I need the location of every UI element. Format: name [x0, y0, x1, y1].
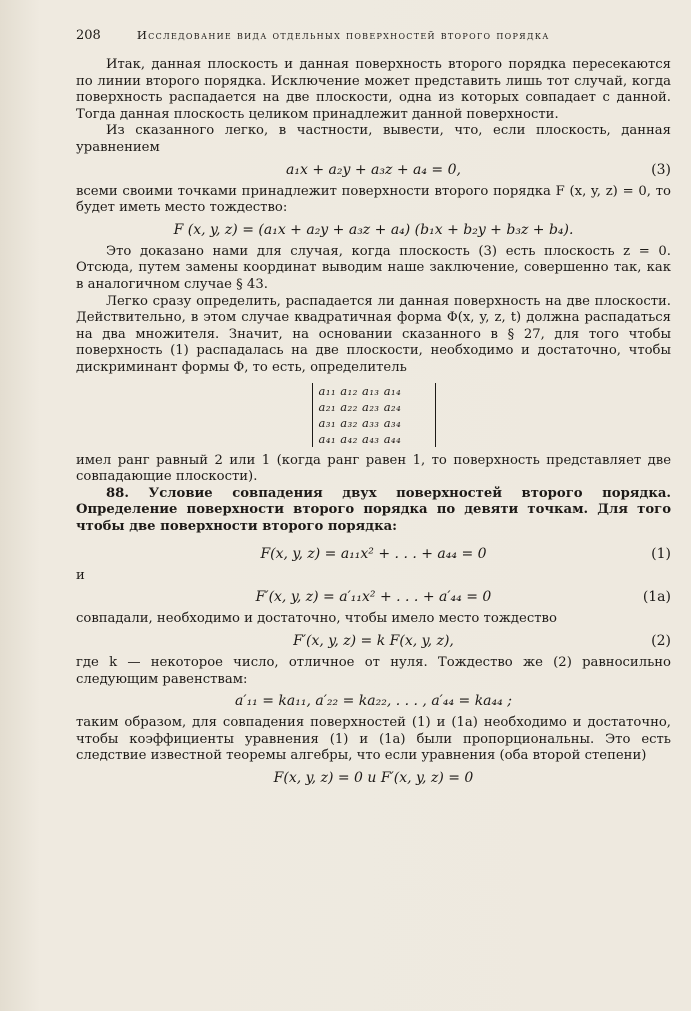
conjunction: и: [76, 568, 85, 584]
equation-text: a′₁₁ = ka₁₁, a′₂₂ = ka₂₂, . . . , a′₄₄ = ka₄₄ ;: [235, 693, 512, 710]
determinant-row: a₂₁ a₂₂ a₂₃ a₂₄: [318, 399, 402, 414]
page-header: [76, 28, 671, 43]
paragraph: Это доказано нами для случая, когда плоскость (3) есть плоскость z = 0. Отсюда, путем замены координат выводим наше заключение, совершенно так, как в аналогичном случае § 43.: [76, 243, 671, 292]
equation-text: F′(x, y, z) = a′₁₁x² + . . . + a′₄₄ = 0: [255, 589, 492, 606]
paragraph: таким образом, для совпадения поверхностей (1) и (1a) необходимо и достаточно, чтобы коэффициенты уравнения (1) и (1a) были пропорциональны. Это есть следствие известной теоремы алгебры, что если уравнения (оба второй степени): [76, 715, 671, 764]
equation-number: (1): [651, 546, 671, 563]
section-heading: 88. Условие совпадения двух поверхностей второго порядка. Определение поверхности второго порядка по девяти точкам. Для того чтобы две поверхности второго порядка:: [76, 485, 671, 534]
determinant-row: a₄₁ a₄₂ a₄₃ a₄₄: [318, 431, 402, 446]
equation-equalities: [76, 688, 671, 715]
running-title: Исследование вида отдельных поверхностей второго порядка: [136, 28, 550, 42]
equation-text: F (x, y, z) = (a₁x + a₂y + a₃z + a₄) (b₁x + b₂y + b₃z + b₄).: [173, 221, 574, 238]
equation-number: (3): [651, 161, 671, 178]
determinant: [312, 383, 436, 447]
equation-1a: [76, 584, 671, 611]
equation-text: F(x, y, z) = a₁₁x² + . . . + a₄₄ = 0: [260, 546, 487, 563]
equation-number: (2): [651, 633, 671, 650]
determinant-row: a₃₁ a₃₂ a₃₃ a₃₄: [318, 415, 402, 430]
equation-2: [76, 628, 671, 655]
paragraph: имел ранг равный 2 или 1 (когда ранг равен 1, то поверхность представляет две совпадающие плоскости).: [76, 452, 671, 485]
determinant-row: a₁₁ a₁₂ a₁₃ a₁₄: [318, 383, 402, 398]
equation-number: (1a): [642, 589, 671, 606]
paragraph: всеми своими точками принадлежит поверхности второго порядка F (x, y, z) = 0, то будет иметь место тождество:: [76, 183, 671, 216]
equation-text: F(x, y, z) = 0 и F′(x, y, z) = 0: [273, 770, 474, 787]
equation-text: a₁x + a₂y + a₃z + a₄ = 0,: [286, 161, 461, 178]
equation-final: [76, 765, 671, 792]
page-number: 208: [76, 28, 101, 43]
equation-text: F′(x, y, z) = k F(x, y, z),: [293, 633, 454, 650]
equation-1: [76, 541, 671, 568]
paragraph: Из сказанного легко, в частности, вывести, что, если плоскость, данная уравнением: [76, 123, 671, 155]
equation-identity: [76, 217, 671, 244]
paragraph: где k — некоторое число, отличное от нуля. Тождество же (2) равносильно следующим равенствам:: [76, 655, 671, 687]
paragraph: совпадали, необходимо и достаточно, чтобы имело место тождество: [76, 611, 557, 627]
paragraph: Легко сразу определить, распадается ли данная поверхность на две плоскости. Действительно, в этом случае квадратичная форма Φ(x, y, z, t) должна распадаться на два множителя. Значит, на основании сказанного в § 27, для того чтобы поверхность (1) распадалась на две плоскости, необходимо и достаточно, чтобы дискриминант формы Φ, то есть, определитель: [76, 293, 671, 375]
paragraph: Итак, данная плоскость и данная поверхность второго порядка пересекаются по линии второго порядка. Исключение может представить лишь тот случай, когда поверхность распадается на две плоскости, одна из которых совпадает с данной. Тогда данная плоскость целиком принадлежит данной поверхности.: [76, 57, 671, 122]
equation-3: [76, 157, 671, 184]
